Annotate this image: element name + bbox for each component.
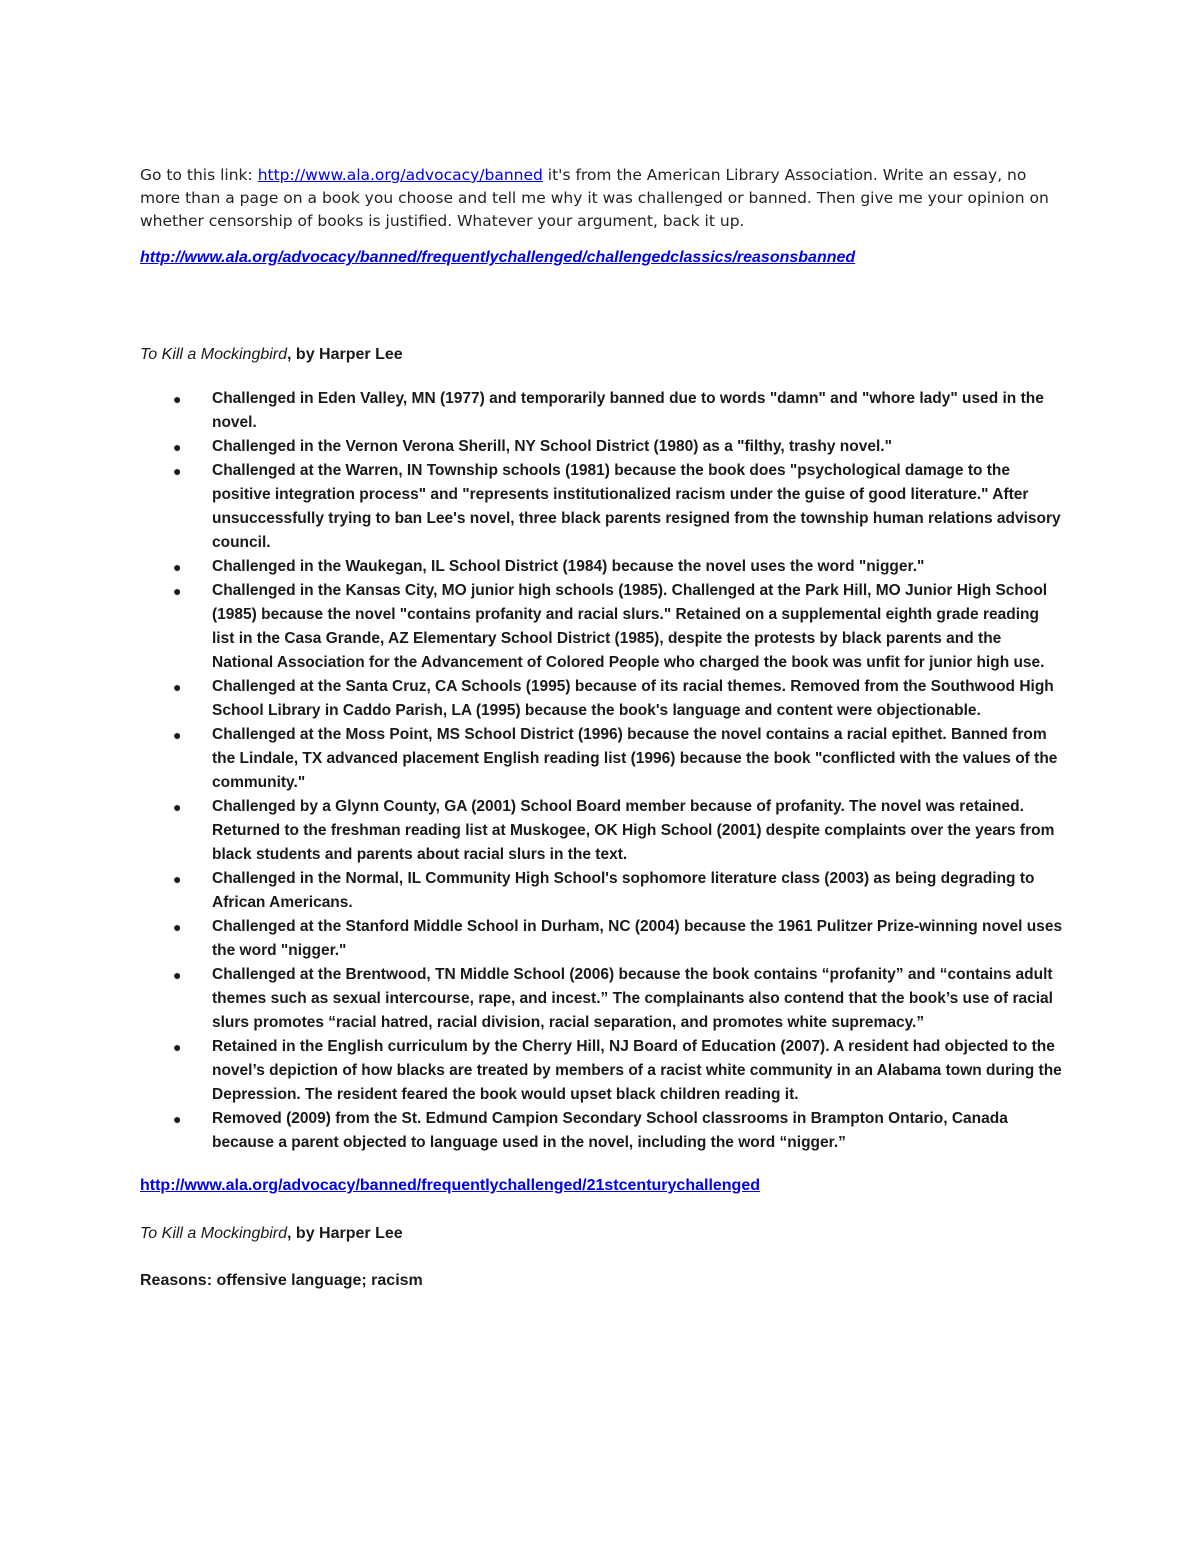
bullet-icon: ● bbox=[173, 967, 182, 983]
challenge-item bbox=[140, 675, 1065, 723]
assignment-instructions bbox=[140, 164, 1065, 233]
challenge-item bbox=[140, 795, 1065, 867]
bullet-icon: ● bbox=[173, 727, 182, 743]
challenge-item bbox=[140, 963, 1065, 1035]
bullet-icon: ● bbox=[173, 679, 182, 695]
bullet-icon: ● bbox=[173, 583, 182, 599]
challenge-text: Challenged at the Santa Cruz, CA Schools (1995) because of its racial themes. Removed from the Southwood High School Library in Caddo Parish, LA (1995) because the book's language and content were objectionable. bbox=[212, 678, 1054, 719]
challenge-item bbox=[140, 723, 1065, 795]
bullet-icon: ● bbox=[173, 391, 182, 407]
challenge-item bbox=[140, 579, 1065, 675]
challenge-item bbox=[140, 1107, 1065, 1155]
document-page bbox=[140, 164, 1065, 1293]
classics-link-line bbox=[140, 246, 1065, 270]
challenge-text: Challenged at the Moss Point, MS School District (1996) because the novel contains a racial epithet. Banned from the Lindale, TX advanced placement English reading list (1996) because the book "conflicted with the values of the community." bbox=[212, 726, 1058, 791]
bullet-icon: ● bbox=[173, 559, 182, 575]
challenge-text: Challenged at the Warren, IN Township schools (1981) because the book does "psychological damage to the positive integration process" and "represents institutionalized racism under the guise of good literature." After unsuccessfully trying to ban Lee's novel, three black parents resigned from the township human relations advisory council. bbox=[212, 462, 1061, 551]
challenge-item bbox=[140, 555, 1065, 579]
reasons-line: Reasons: offensive language; racism bbox=[140, 1272, 423, 1289]
challenge-text: Challenged by a Glynn County, GA (2001) School Board member because of profanity. The novel was retained. Returned to the freshman reading list at Muskogee, OK High School (2001) despite complaints over the years from black students and parents about racial slurs in the text. bbox=[212, 798, 1055, 863]
challenged-classics-link[interactable]: http://www.ala.org/advocacy/banned/frequentlychallenged/challengedclassics/reasonsbanned bbox=[140, 249, 856, 266]
book-author-2: , by Harper Lee bbox=[287, 1225, 403, 1242]
challenge-text: Removed (2009) from the St. Edmund Campion Secondary School classrooms in Brampton Ontario, Canada because a parent objected to language used in the novel, including the word “nigger.” bbox=[212, 1110, 1008, 1151]
challenge-item bbox=[140, 435, 1065, 459]
ala-banned-link[interactable]: http://www.ala.org/advocacy/banned bbox=[257, 166, 543, 184]
bullet-icon: ● bbox=[173, 1039, 182, 1055]
challenge-text: Challenged at the Stanford Middle School in Durham, NC (2004) because the 1961 Pulitzer Prize-winning novel uses the word "nigger." bbox=[212, 918, 1063, 959]
challenge-item bbox=[140, 387, 1065, 435]
challenge-item bbox=[140, 915, 1065, 963]
book-heading-2 bbox=[140, 1222, 1065, 1246]
challenge-text: Challenged in Eden Valley, MN (1977) and temporarily banned due to words "damn" and "whore lady" used in the novel. bbox=[212, 390, 1044, 431]
bullet-icon: ● bbox=[173, 799, 182, 815]
21st-century-link-line bbox=[140, 1174, 1065, 1198]
book-author-1: , by Harper Lee bbox=[287, 346, 403, 363]
bullet-icon: ● bbox=[173, 439, 182, 455]
bullet-icon: ● bbox=[173, 871, 182, 887]
21st-century-challenged-link[interactable]: http://www.ala.org/advocacy/banned/frequentlychallenged/21stcenturychallenged bbox=[140, 1177, 760, 1194]
challenge-item bbox=[140, 459, 1065, 555]
book-heading-1 bbox=[140, 343, 1065, 367]
intro-prefix: Go to this link: bbox=[140, 166, 258, 184]
challenge-text: Challenged at the Brentwood, TN Middle School (2006) because the book contains “profanity” and “contains adult themes such as sexual intercourse, rape, and incest.” The complainants also contend that the book’s use of racial slurs promotes “racial hatred, racial division, racial separation, and promotes white supremacy.” bbox=[212, 966, 1053, 1031]
challenge-item bbox=[140, 867, 1065, 915]
challenge-text: Challenged in the Kansas City, MO junior high schools (1985). Challenged at the Park Hill, MO Junior High School (1985) because the novel "contains profanity and racial slurs." Retained on a supplemental eighth grade reading list in the Casa Grande, AZ Elementary School District (1985), despite the protests by black parents and the National Association for the Advancement of Colored People who charged the book was unfit for junior high use. bbox=[212, 582, 1048, 671]
bullet-icon: ● bbox=[173, 919, 182, 935]
challenge-text: Retained in the English curriculum by the Cherry Hill, NJ Board of Education (2007). A resident had objected to the novel’s depiction of how blacks are treated by members of a racist white community in an Alabama town during the Depression. The resident feared the book would upset black children reading it. bbox=[212, 1038, 1062, 1103]
challenge-item bbox=[140, 1035, 1065, 1107]
book-title-1: To Kill a Mockingbird bbox=[140, 346, 288, 363]
book-title-2: To Kill a Mockingbird bbox=[140, 1225, 288, 1242]
intro-suffix: it's from the American Library Association. Write an essay, no more than a page on a book you choose and tell me why it was challenged or banned. Then give me your opinion on whether censorship of books is justified. Whatever your argument, back it up. bbox=[140, 166, 1049, 230]
challenge-text: Challenged in the Vernon Verona Sherill, NY School District (1980) as a "filthy, trashy novel." bbox=[212, 438, 892, 455]
bullet-icon: ● bbox=[173, 1111, 182, 1127]
challenge-text: Challenged in the Waukegan, IL School District (1984) because the novel uses the word "nigger." bbox=[212, 558, 925, 575]
challenge-text: Challenged in the Normal, IL Community High School's sophomore literature class (2003) as being degrading to African Americans. bbox=[212, 870, 1035, 911]
bullet-icon: ● bbox=[173, 463, 182, 479]
challenge-list bbox=[140, 387, 1065, 1155]
